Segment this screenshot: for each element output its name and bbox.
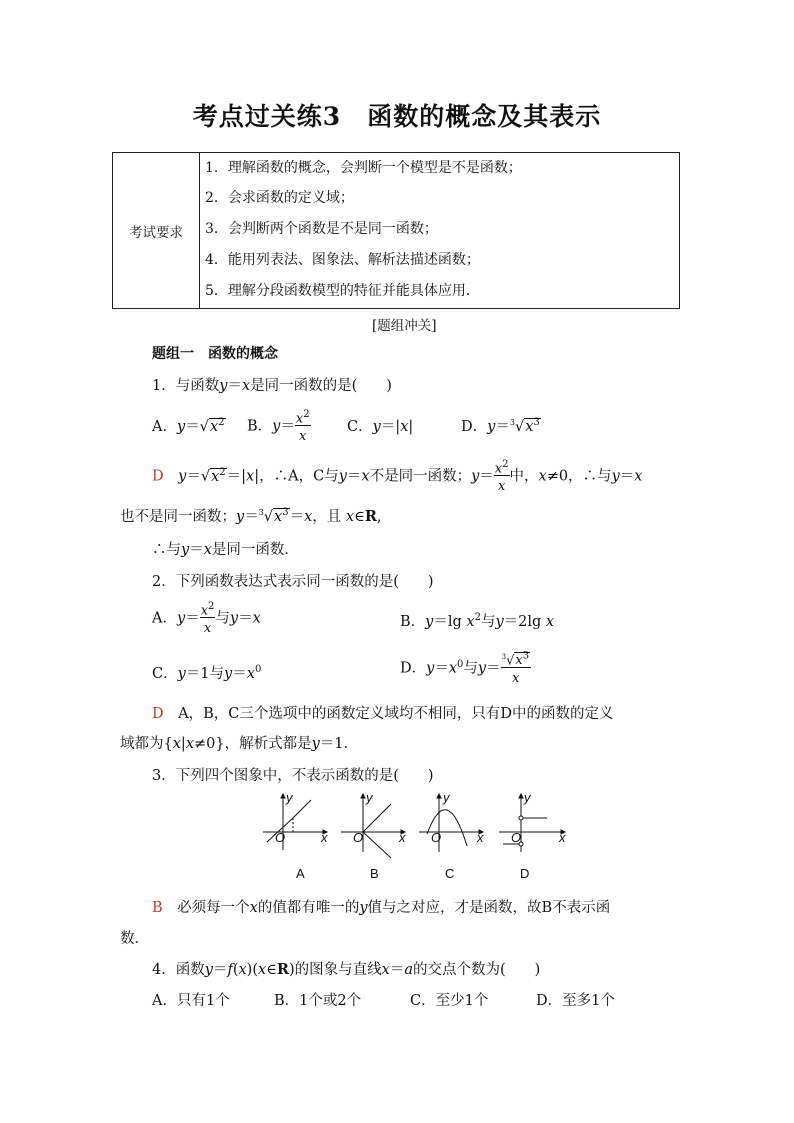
origin-label: O	[353, 830, 364, 845]
axis-label: x	[559, 830, 566, 845]
q2-option-d: D．$y=x^0$与y＝ $\frac{^3√x^3}{x}$	[400, 651, 530, 687]
q4-option-a: A．只有1个	[152, 993, 230, 1009]
axis-label: x	[321, 830, 328, 845]
q1-options: A．$y=√x^2$ B．y＝ $\frac{x^2}{x}$ C．y＝|x| D．$y=^3√x^3$	[152, 409, 540, 445]
axis-label: y	[286, 790, 293, 805]
page-title: 考点过关练3 函数的概念及其表示	[192, 102, 602, 131]
requirement-item: 2．会求函数的定义域；	[205, 190, 354, 206]
requirement-item: 5．理解分段函数模型的特征并能具体应用．	[205, 283, 480, 299]
q4-option-b: B．1个或2个	[274, 993, 362, 1009]
group-title: 题组一 函数的概念	[152, 346, 278, 362]
q2-solution-line2: 域都为{x|x≠0}，解析式都是y＝1.	[120, 736, 349, 752]
q2-stem: 2．下列函数表达式表示同一函数的是( )	[152, 574, 434, 590]
graph-d	[499, 794, 565, 852]
q1-solution-line3: ∴与y＝x是同一函数．	[152, 542, 299, 558]
q2-solution-line1: D A，B，C三个选项中的函数定义域均不相同，只有D中的函数的定义	[152, 706, 614, 722]
axis-label: y	[524, 790, 531, 805]
axis-label: y	[366, 790, 373, 805]
origin-label: O	[511, 830, 522, 845]
graph-b	[341, 794, 405, 858]
graph-c	[419, 794, 483, 852]
graph-label-a: A	[296, 866, 305, 881]
q4-stem: 4．函数y＝f(x)(x∈R)的图象与直线x＝a的交点个数为( )	[152, 961, 541, 978]
q2-option-c: C．y＝1与$y=x^0$	[152, 664, 262, 682]
q4-options	[152, 989, 615, 1010]
origin-label: O	[431, 830, 442, 845]
q2-option-a: A．y＝ $\frac{x^2}{x}$ 与y＝x	[152, 601, 261, 637]
q4-option-c: C．至少1个	[410, 993, 489, 1009]
q3-graphs	[255, 790, 575, 860]
requirements-header: 考试要求	[113, 153, 200, 308]
axis-label: y	[443, 790, 450, 805]
graph-label-b: B	[370, 866, 379, 881]
q1-solution-line2: 也不是同一函数；$y=^3√x^3=x$，且 x∈R,	[120, 507, 382, 525]
axis-label: x	[399, 830, 406, 845]
q4-option-d: D．至多1个	[536, 993, 615, 1009]
q3-solution-line1: B 必须每一个x的值都有唯一的y值与之对应，才是函数，故B不表示函	[152, 900, 611, 916]
graph-a	[263, 794, 327, 850]
q1-solution-line1: D $y=√x^2=|x|$，∴A，C与y＝x不是同一函数；y＝ $\frac{x^2}{x}$ 中，x≠0，∴与y＝x	[152, 459, 643, 495]
q2-answer: D	[152, 706, 164, 722]
q1-answer: D	[152, 468, 164, 485]
q1-stem: 1．与函数y＝x是同一函数的是( )	[152, 378, 392, 394]
axis-label: x	[477, 830, 484, 845]
requirement-item: 3．会判断两个函数是不是同一函数；	[205, 221, 438, 237]
graph-label-c: C	[445, 866, 455, 881]
graph-label-d: D	[520, 866, 530, 881]
requirements-table	[112, 152, 680, 309]
origin-label: O	[275, 830, 286, 845]
requirement-item: 1．理解函数的概念，会判断一个模型是不是函数；	[205, 160, 522, 176]
section-tag: [题组冲关]	[372, 318, 437, 334]
q3-answer: B	[152, 900, 163, 916]
q3-stem: 3．下列四个图象中，不表示函数的是( )	[152, 768, 434, 784]
q2-option-b: B．y＝lg $x^2$与y＝2lg x	[400, 612, 555, 630]
q3-solution-line2: 数．	[120, 931, 149, 947]
requirement-item: 4．能用列表法、图象法、解析法描述函数；	[205, 252, 480, 268]
